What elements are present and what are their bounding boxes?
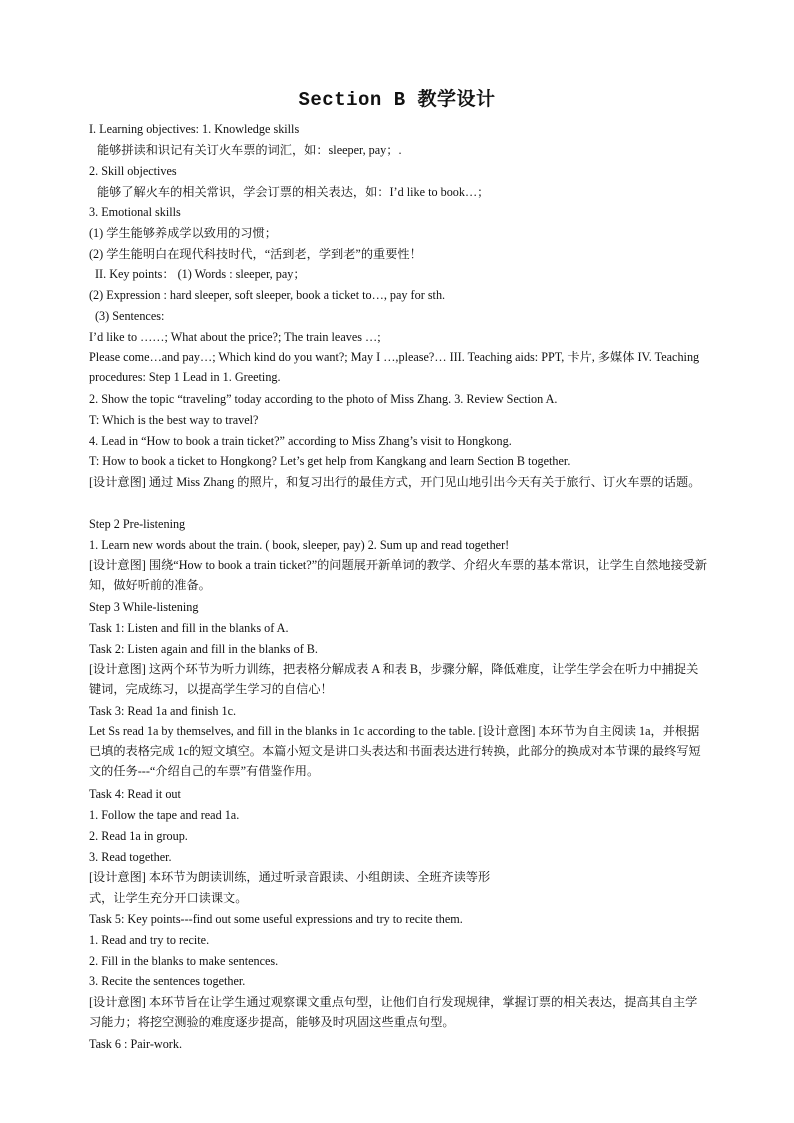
text-line: 1. Read and try to recite. bbox=[89, 933, 210, 947]
text-line: (1) 学生能够养成学以致用的习惯； bbox=[89, 226, 277, 240]
text-line: (2) 学生能明白在现代科技时代，“活到老，学到老”的重要性！ bbox=[89, 247, 422, 261]
text-paragraph: Please come…and pay…; Which kind do you want?; May I …,please?… III. Teaching aids: PPT, 卡片, 多媒体 IV. Teaching procedures: Step 1 Lead in 1. Greeting. bbox=[89, 350, 700, 384]
text-line: 1. Learn new words about the train. ( book, sleeper, pay) 2. Sum up and read together! bbox=[89, 538, 510, 552]
text-line: 3. Recite the sentences together. bbox=[89, 974, 246, 988]
text-line: (3) Sentences: bbox=[95, 309, 165, 323]
text-line: T: Which is the best way to travel? bbox=[89, 413, 259, 427]
text-line: (2) Expression : hard sleeper, soft sleeper, book a ticket to…, pay for sth. bbox=[89, 288, 446, 302]
text-line: Task 3: Read 1a and finish 1c. bbox=[89, 704, 237, 718]
text-line: II. Key points： (1) Words : sleeper, pay； bbox=[95, 267, 306, 281]
text-paragraph: [设计意图] 围绕“How to book a train ticket?”的问题展开新单词的教学、介绍火车票的基本常识，让学生自然地接受新知，做好听前的准备。 bbox=[89, 558, 708, 592]
text-line: I. Learning objectives: 1. Knowledge skills bbox=[89, 122, 300, 136]
text-line: [设计意图] 本环节为朗读训练，通过听录音跟读、小组朗读、全班齐读等形 bbox=[89, 870, 491, 884]
text-paragraph: [设计意图] 本环节旨在让学生通过观察课文重点句型，让他们自行发现规律，掌握订票的相关表达，提高其自主学习能力；将挖空测验的难度逐步提高，能够及时巩固这些重点句型。 bbox=[89, 995, 698, 1029]
text-line: 1. Follow the tape and read 1a. bbox=[89, 808, 240, 822]
text-line: T: How to book a ticket to Hongkong? Let’s get help from Kangkang and learn Section B together. bbox=[89, 454, 571, 468]
text-line: Step 2 Pre-listening bbox=[89, 517, 186, 531]
text-line: Task 6 : Pair-work. bbox=[89, 1037, 182, 1051]
text-line: 能够了解火车的相关常识，学会订票的相关表达，如：I’d like to book…； bbox=[97, 185, 490, 199]
text-line: 4. Lead in “How to book a train ticket?” according to Miss Zhang’s visit to Hongkong. bbox=[89, 434, 512, 448]
text-line: Task 1: Listen and fill in the blanks of A. bbox=[89, 621, 289, 635]
text-line: 式，让学生充分开口读课文。 bbox=[89, 891, 248, 905]
text-line: Step 3 While-listening bbox=[89, 600, 199, 614]
text-line: 2. Show the topic “traveling” today according to the photo of Miss Zhang. 3. Review Section A. bbox=[89, 392, 558, 406]
text-paragraph: [设计意图] 这两个环节为听力训练，把表格分解成表 A 和表 B，步骤分解，降低难度，让学生学会在听力中捕捉关键词，完成练习，以提高学生学习的自信心！ bbox=[89, 662, 699, 696]
text-line: 3. Emotional skills bbox=[89, 205, 181, 219]
text-line: Task 2: Listen again and fill in the blanks of B. bbox=[89, 642, 318, 656]
document-title: Section B 教学设计 bbox=[298, 89, 496, 111]
text-line: 2. Fill in the blanks to make sentences. bbox=[89, 954, 279, 968]
text-line: 2. Read 1a in group. bbox=[89, 829, 188, 843]
text-paragraph: Let Ss read 1a by themselves, and fill in the blanks in 1c according to the table. [设计意图] 本环节为自主阅读 1a，并根据已填的表格完成 1c的短文填空。本篇小短文是讲口头表达和书面表达进行转换，此部分的换成对本节课的最终写短文的任务---“介绍自己的车票”有借鉴作用。 bbox=[89, 724, 701, 778]
text-line: Task 5: Key points---find out some useful expressions and try to recite them. bbox=[89, 912, 463, 926]
text-paragraph: [设计意图] 通过 Miss Zhang 的照片，和复习出行的最佳方式，开门见山地引出今天有关于旅行、订火车票的话题。 bbox=[89, 475, 701, 489]
text-line: 2. Skill objectives bbox=[89, 164, 177, 178]
text-line: 3. Read together. bbox=[89, 850, 172, 864]
text-line: Task 4: Read it out bbox=[89, 787, 181, 801]
text-line: I’d like to ……; What about the price?; The train leaves …; bbox=[89, 330, 381, 344]
text-line: 能够拼读和识记有关订火车票的词汇，如：sleeper, pay；. bbox=[97, 143, 402, 157]
